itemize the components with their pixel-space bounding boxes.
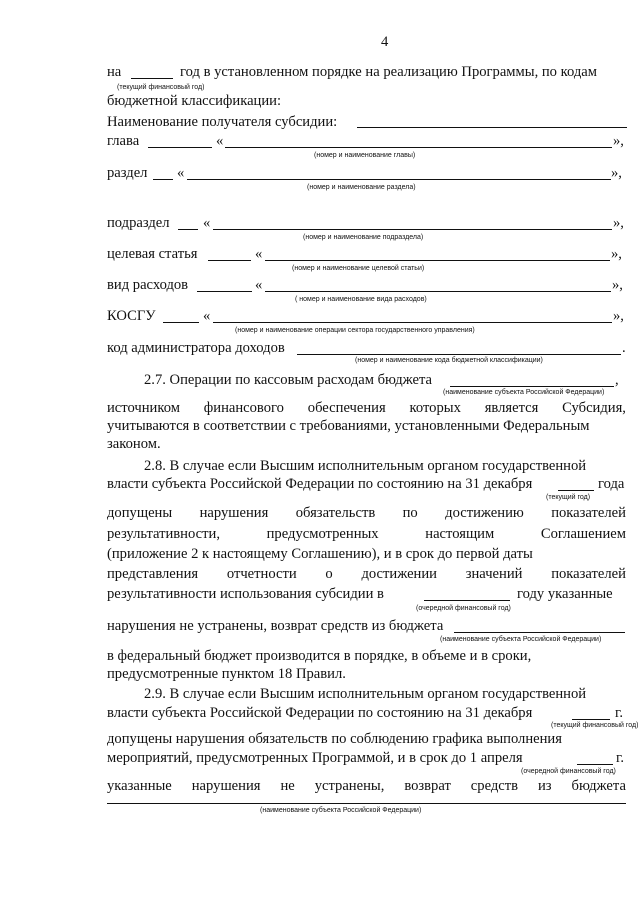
word: результативности, xyxy=(107,526,220,542)
para-2-9-line-4: мероприятий, предусмотренных Программой, и в срок до 1 апреля xyxy=(107,750,523,766)
word: обязательств xyxy=(295,505,376,521)
word: достижению xyxy=(445,505,524,521)
word: представления xyxy=(107,566,199,582)
label-expense-type: вид расходов xyxy=(107,277,189,293)
quote-close: », xyxy=(613,215,624,231)
text-na: на xyxy=(107,64,122,80)
word: отчетности xyxy=(226,566,297,582)
label-kosgu: КОСГУ xyxy=(107,308,156,324)
blank-subject-name xyxy=(107,803,626,804)
label-glava: глава xyxy=(107,133,140,149)
hint-next-fin-year: (очередной финансовый год) xyxy=(521,768,616,775)
text-g: г. xyxy=(615,705,623,721)
blank-glava-name xyxy=(225,147,612,148)
quote-open: « xyxy=(177,165,185,181)
blank-subject-budget xyxy=(454,632,625,633)
blank-revenue-admin-code xyxy=(297,354,621,355)
hint-target-article: (номер и наименование целевой статьи) xyxy=(292,265,425,272)
para-2-9-line-3: допущены нарушения обязательств по соблюдению графика выполнения xyxy=(107,731,562,747)
quote-open: « xyxy=(255,246,263,262)
para-2-8-line-10: предусмотренные пунктом 18 Правил. xyxy=(107,666,346,682)
text-budget-classification: бюджетной классификации: xyxy=(107,93,282,109)
hint-current-fin-year: (текущий финансовый год) xyxy=(551,722,639,729)
blank-podrazdel-code xyxy=(178,229,198,230)
para-2-7-line-1: 2.7. Операции по кассовым расходам бюджета xyxy=(144,372,433,388)
word: Соглашением xyxy=(540,526,626,542)
period: . xyxy=(622,340,626,356)
word: бюджета xyxy=(571,778,626,794)
blank-target-article-name xyxy=(265,260,610,261)
para-2-7-line-4: законом. xyxy=(107,436,161,452)
blank-year xyxy=(558,490,594,491)
blank-kosgu-code xyxy=(163,322,199,323)
quote-close: », xyxy=(613,133,624,149)
word: нарушения xyxy=(199,505,269,521)
quote-open: « xyxy=(255,277,263,293)
blank-expense-type-code xyxy=(197,291,252,292)
blank-year xyxy=(572,719,610,720)
hint-current-fin-year: (текущий финансовый год) xyxy=(117,84,205,91)
quote-open: « xyxy=(203,308,211,324)
comma: , xyxy=(615,372,619,388)
blank-next-year xyxy=(577,764,613,765)
word: источником xyxy=(107,400,180,416)
blank-recipient-name xyxy=(357,127,627,128)
word: предусмотренных xyxy=(266,526,379,542)
label-recipient-name: Наименование получателя субсидии: xyxy=(107,114,338,130)
para-2-9-line-1: 2.9. В случае если Высшим исполнительным органом государственной xyxy=(144,686,587,702)
text-line-1: год в установленном порядке на реализацию Программы, по кодам xyxy=(180,64,597,80)
word: о xyxy=(325,566,333,582)
quote-open: « xyxy=(203,215,211,231)
word: средств xyxy=(470,778,519,794)
word: по xyxy=(402,505,418,521)
quote-close: », xyxy=(611,165,622,181)
blank-podrazdel-name xyxy=(213,229,612,230)
hint-revenue-admin-code: (номер и наименование кода бюджетной классификации) xyxy=(355,357,543,364)
word: допущены xyxy=(107,505,173,521)
hint-expense-type: ( номер и наименование вида расходов) xyxy=(295,296,427,303)
word: обеспечения xyxy=(307,400,386,416)
hint-razdel: (номер и наименование раздела) xyxy=(307,184,416,191)
quote-open: « xyxy=(216,133,224,149)
text-year-indicated: году указанные xyxy=(517,586,613,602)
hint-glava: (номер и наименование главы) xyxy=(314,152,416,159)
word: настоящим xyxy=(425,526,495,542)
blank-target-article-code xyxy=(208,260,251,261)
quote-close: », xyxy=(613,308,624,324)
word: возврат xyxy=(404,778,451,794)
para-2-8-line-3 xyxy=(107,505,626,522)
label-podrazdel: подраздел xyxy=(107,215,170,231)
word: является xyxy=(484,400,539,416)
hint-current-year: (текущий год) xyxy=(546,494,591,501)
hint-next-fin-year: (очередной финансовый год) xyxy=(416,605,511,612)
word: указанные xyxy=(107,778,172,794)
word: достижении xyxy=(361,566,437,582)
blank-next-year xyxy=(424,600,510,601)
para-2-8-line-9: в федеральный бюджет производится в порядке, в объеме и в сроки, xyxy=(107,648,532,664)
para-2-9-line-2: власти субъекта Российской Федерации по состоянию на 31 декабря xyxy=(107,705,533,721)
word: не xyxy=(280,778,295,794)
hint-subject-name: (наименование субъекта Российской Федерации) xyxy=(440,636,602,643)
word: показателей xyxy=(551,505,626,521)
para-2-8-line-1: 2.8. В случае если Высшим исполнительным органом государственной xyxy=(144,458,587,474)
blank-current-year xyxy=(131,78,173,79)
para-2-8-line-6 xyxy=(107,566,626,583)
blank-subject-name xyxy=(450,386,614,387)
blank-glava-code xyxy=(148,147,212,148)
para-2-8-line-7: результативности использования субсидии в xyxy=(107,586,384,602)
word: показателей xyxy=(551,566,626,582)
word: устранены, xyxy=(314,778,385,794)
word: нарушения xyxy=(191,778,261,794)
para-2-7-line-3: учитываются в соответствии с требованиями, установленными Федеральным xyxy=(107,418,590,434)
hint-subject-name: (наименование субъекта Российской Федерации) xyxy=(443,389,605,396)
word: из xyxy=(537,778,552,794)
hint-podrazdel: (номер и наименование подраздела) xyxy=(303,234,424,241)
text-g: г. xyxy=(616,750,624,766)
label-razdel: раздел xyxy=(107,165,148,181)
blank-kosgu-name xyxy=(213,322,612,323)
quote-close: », xyxy=(611,246,622,262)
para-2-8-line-8: нарушения не устранены, возврат средств из бюджета xyxy=(107,618,444,634)
para-2-9-line-5 xyxy=(107,778,626,795)
blank-razdel-name xyxy=(187,179,611,180)
blank-razdel-code xyxy=(153,179,173,180)
word: Субсидия, xyxy=(562,400,626,416)
word: значений xyxy=(465,566,523,582)
para-2-8-line-2: власти субъекта Российской Федерации по состоянию на 31 декабря xyxy=(107,476,533,492)
page-number: 4 xyxy=(381,34,389,50)
blank-expense-type-name xyxy=(265,291,611,292)
word: которых xyxy=(409,400,461,416)
quote-close: », xyxy=(612,277,623,293)
para-2-8-line-4 xyxy=(107,526,626,543)
para-2-7-line-2 xyxy=(107,400,626,417)
label-revenue-admin-code: код администратора доходов xyxy=(107,340,285,356)
para-2-8-line-5: (приложение 2 к настоящему Соглашению), и в срок до первой даты xyxy=(107,546,533,562)
label-target-article: целевая статья xyxy=(107,246,198,262)
hint-subject-name: (наименование субъекта Российской Федерации) xyxy=(260,807,422,814)
text-goda: года xyxy=(598,476,625,492)
word: финансового xyxy=(203,400,284,416)
hint-kosgu: (номер и наименование операции сектора государственного управления) xyxy=(235,327,475,334)
